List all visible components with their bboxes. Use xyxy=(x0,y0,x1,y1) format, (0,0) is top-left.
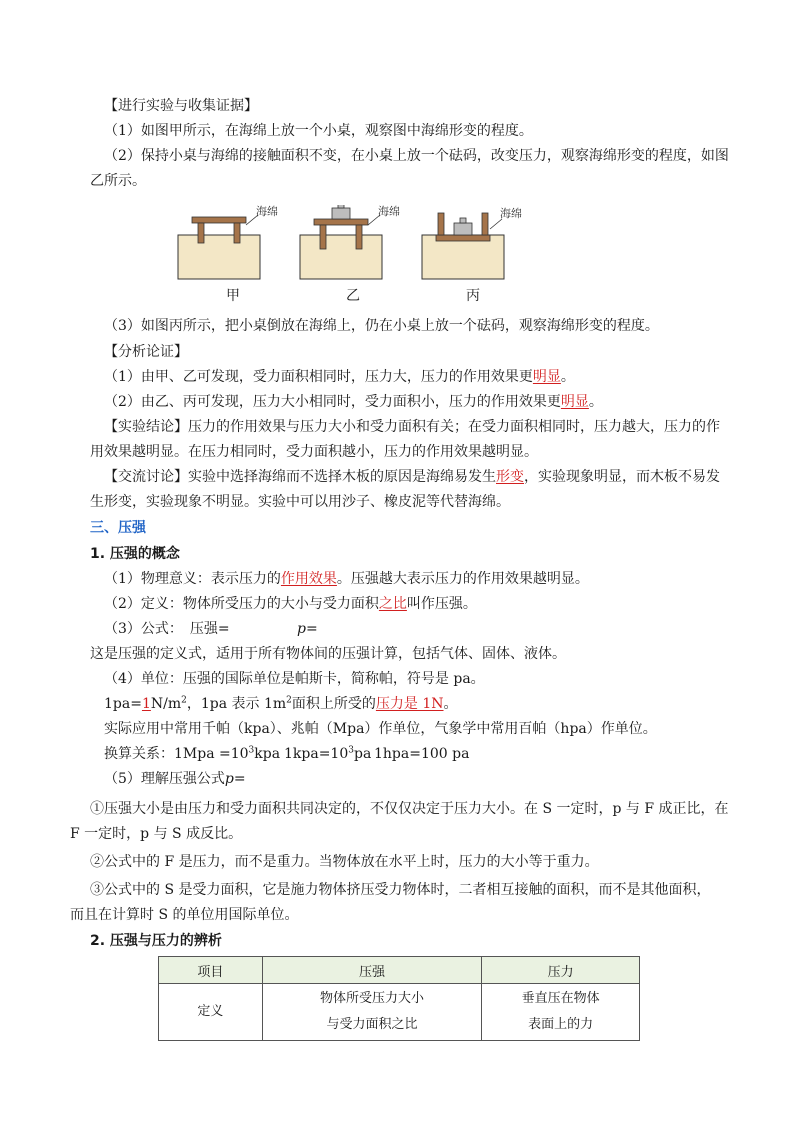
answer-blank: 压力是 1N xyxy=(375,696,444,712)
table-leg xyxy=(234,223,240,243)
analysis-heading: 【分析论证】 xyxy=(104,344,188,360)
sponge-label: 海绵 xyxy=(500,207,522,220)
small-table-top xyxy=(192,217,246,223)
figure-label-bing: 丙 xyxy=(466,288,480,304)
comparison-table xyxy=(158,956,640,1041)
understand-item3-line1: ③公式中的 S 是受力面积，它是施力物体挤压受力物体时，二者相互接触的面积，而不是其他面积， xyxy=(90,882,711,898)
experiment-heading: 【进行实验与收集证据】 xyxy=(104,98,258,114)
conclusion-line1: 【实验结论】压力的作用效果与压力大小和受力面积有关；在受力面积相同时，压力越大，压力的作 xyxy=(104,419,720,435)
section-title: 三、压强 xyxy=(90,520,146,536)
sponge-experiment-diagram xyxy=(170,205,550,285)
table-cell-force: 垂直压在物体 表面上的力 xyxy=(482,984,640,1041)
table-header: 项目 xyxy=(159,957,263,984)
sponge-block xyxy=(300,235,382,279)
pressure-unit: （4）单位：压强的国际单位是帕斯卡，简称帕，符号是 pa。 xyxy=(104,671,485,687)
table-row xyxy=(159,984,640,1041)
common-units: 实际应用中常用千帕（kpa）、兆帕（Mpa）作单位，气象学中常用百帕（hpa）作单位。 xyxy=(104,721,657,737)
sponge-label: 海绵 xyxy=(378,205,400,218)
table-cell-pressure: 物体所受压力大小 与受力面积之比 xyxy=(262,984,482,1041)
figure-label-yi: 乙 xyxy=(346,288,360,304)
weight-block xyxy=(454,223,472,235)
answer-blank: 明显 xyxy=(532,369,561,385)
small-table-inverted xyxy=(436,235,490,241)
small-table-top xyxy=(314,219,368,225)
discussion-line2: 生形变，实验现象不明显。实验中可以用沙子、橡皮泥等代替海绵。 xyxy=(90,494,510,510)
table-header: 压力 xyxy=(482,957,640,984)
figure-bing xyxy=(422,206,522,279)
experiment-step1: （1）如图甲所示，在海绵上放一个小桌，观察图中海绵形变的程度。 xyxy=(104,123,533,139)
sponge-experiment-figure xyxy=(170,205,550,305)
understand-item3-line2: 而且在计算时 S 的单位用国际单位。 xyxy=(70,907,299,923)
sponge-block xyxy=(178,235,260,279)
analysis-point2: （2）由乙、丙可发现，压力大小相同时，受力面积小，压力的作用效果更明显。 xyxy=(104,394,603,410)
experiment-step2-line1: （2）保持小桌与海绵的接触面积不变，在小桌上放一个砝码，改变压力，观察海绵形变的程度，如图 xyxy=(104,148,729,164)
understand-item1-line1: ①压强大小是由压力和受力面积共同决定的，不仅仅决定于压力大小。在 S 一定时，p 与 F 成正比，在 xyxy=(90,801,729,817)
answer-blank: 之比 xyxy=(378,596,407,612)
experiment-step3: （3）如图丙所示，把小桌倒放在海绵上，仍在小桌上放一个砝码，观察海绵形变的程度。 xyxy=(104,318,659,334)
table-leg xyxy=(438,213,444,235)
answer-blank: 明显 xyxy=(560,394,589,410)
experiment-step2-line2: 乙所示。 xyxy=(90,173,146,189)
understand-item2: ②公式中的 F 是压力，而不是重力。当物体放在水平上时，压力的大小等于重力。 xyxy=(90,854,599,870)
unit-conversion: 换算关系：$1Mpa =10^3kpa$ xyxy=(104,745,281,762)
table-header-row xyxy=(159,957,640,984)
pascal-definition: $1pa=1N/m^2$，1pa 表示 $1m^2$面积上所受的压力是 1N。 xyxy=(104,695,458,712)
table-leg xyxy=(482,213,488,235)
discussion-line1: 【交流讨论】实验中选择海绵而不选择木板的原因是海绵易发生形变，实验现象明显，而木板不易发 xyxy=(104,469,720,485)
analysis-point1: （1）由甲、乙可发现，受力面积相同时，压力大，压力的作用效果更明显。 xyxy=(104,369,575,385)
table-header: 压强 xyxy=(262,957,482,984)
table-leg xyxy=(198,223,204,243)
conclusion-line2: 用效果越明显。在压力相同时，受力面积越小，压力的作用效果越明显。 xyxy=(90,444,538,460)
understand-item1-line2: F 一定时，p 与 S 成反比。 xyxy=(70,826,243,842)
pressure-definition: （2）定义：物体所受压力的大小与受力面积之比叫作压强。 xyxy=(104,596,477,612)
formula-symbol: p= xyxy=(297,621,318,637)
weight-block xyxy=(332,208,350,219)
unit-conversion-2: $1kpa=10^3pa$ xyxy=(284,745,372,762)
pressure-formula: （3）公式： 压强= xyxy=(104,621,230,637)
figure-yi xyxy=(300,205,400,279)
figure-jia xyxy=(178,205,278,279)
figure-label-jia: 甲 xyxy=(226,288,240,304)
answer-blank: 作用效果 xyxy=(280,571,337,587)
sponge-block xyxy=(422,235,504,279)
table-leg xyxy=(320,225,326,249)
subsection-comparison: 2. 压强与压力的辨析 xyxy=(90,933,222,949)
pressure-meaning: （1）物理意义：表示压力的作用效果。压强越大表示压力的作用效果越明显。 xyxy=(104,571,589,587)
formula-note: 这是压强的定义式，适用于所有物体间的压强计算，包括气体、固体、液体。 xyxy=(90,646,566,662)
understand-formula: （5）理解压强公式p= xyxy=(104,771,246,787)
subsection-concept: 1. 压强的概念 xyxy=(90,546,180,562)
table-cell-label: 定义 xyxy=(159,984,263,1041)
answer-blank: 形变 xyxy=(496,469,524,485)
answer-blank: 1 xyxy=(141,696,151,712)
sponge-label: 海绵 xyxy=(256,205,278,218)
unit-conversion-3: 1hpa=100 pa xyxy=(374,746,470,762)
table-leg xyxy=(356,225,362,249)
